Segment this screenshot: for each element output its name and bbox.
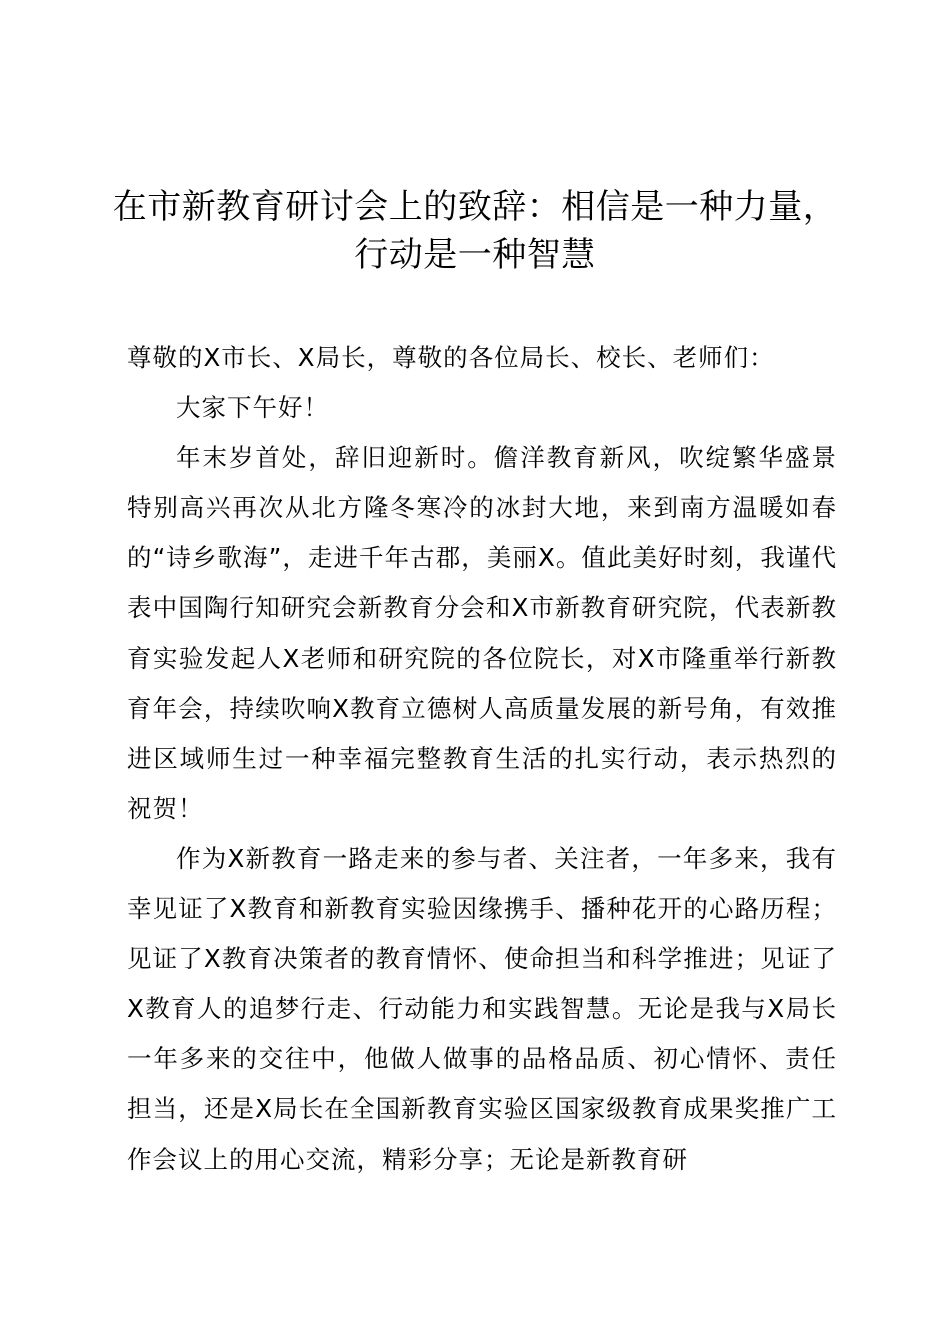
title-line-2: 行动是一种智慧	[354, 235, 596, 275]
document-title	[100, 183, 850, 279]
document-body	[127, 333, 837, 1185]
title-line-1: 在市新教育研讨会上的致辞：相信是一种力量，	[112, 187, 838, 227]
paragraph-greeting: 大家下午好！	[176, 393, 329, 423]
paragraph-2: 作为X新教育一路走来的参与者、关注者，一年多来，我有幸见证了X教育和新教育实验因缘携手、播种花开的心路历程；见证了X教育决策者的教育情怀、使命担当和科学推进；见证了X教育人的追梦行走、行动能力和实践智慧。无论是我与X局长一年多来的交往中，他做人做事的品格品质、初心情怀、责任担当，还是X局长在全国新教育实验区国家级教育成果奖推广工作会议上的用心交流，精彩分享；无论是新教育研	[127, 843, 837, 1174]
salutation: 尊敬的X市长、X局长，尊敬的各位局长、校长、老师们：	[127, 343, 775, 372]
paragraph-1: 年末岁首处，辞旧迎新时。儋洋教育新风，吹绽繁华盛景特别高兴再次从北方隆冬寒冷的冰封大地，来到南方温暖如春的“诗乡歌海”，走进千年古郡，美丽X。值此美好时刻，我谨代表中国陶行知研究会新教育分会和X市新教育研究院，代表新教育实验发起人X老师和研究院的各位院长，对X市隆重举行新教育年会，持续吹响X教育立德树人高质量发展的新号角，有效推进区域师生过一种幸福完整教育生活的扎实行动，表示热烈的祝贺！	[127, 443, 837, 823]
